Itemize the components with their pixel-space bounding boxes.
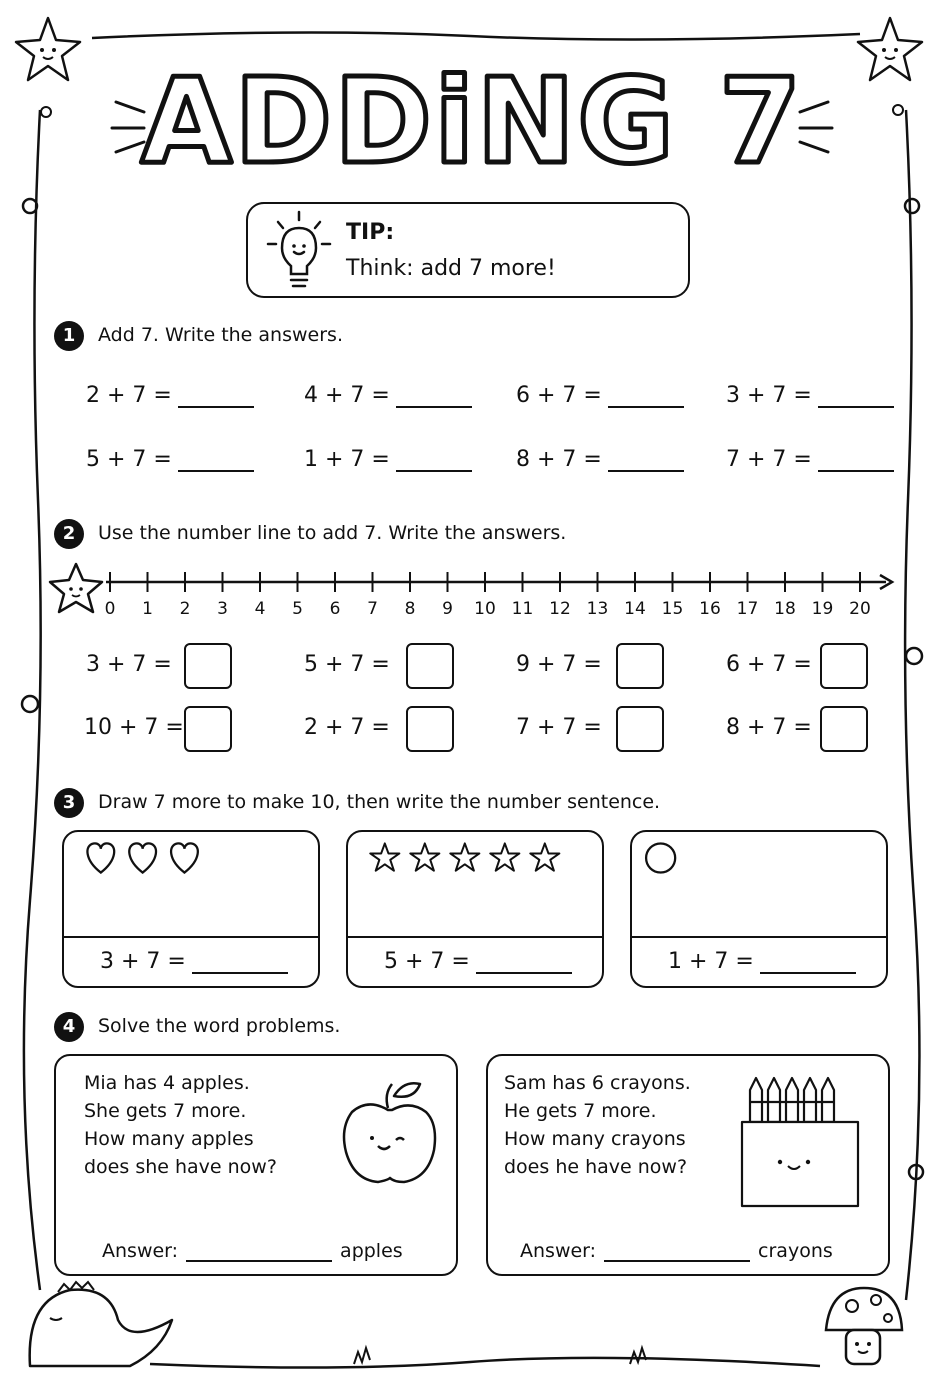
answer-blank[interactable]	[396, 446, 472, 472]
tip-text: Think: add 7 more!	[346, 256, 556, 281]
addition-problem: 10 + 7 =	[84, 715, 184, 740]
section-title: Add 7. Write the answers.	[98, 324, 343, 346]
tip-box	[246, 202, 690, 298]
answer-blank[interactable]	[476, 948, 572, 974]
number-sentence: 1 + 7 =	[668, 948, 856, 974]
word-problem-card	[486, 1054, 890, 1276]
number-line-label: 5	[292, 599, 303, 619]
draw-card[interactable]	[346, 830, 604, 988]
number-line-label: 15	[661, 599, 684, 619]
answer-box[interactable]	[616, 706, 664, 752]
problem-text: does she have now?	[84, 1156, 277, 1178]
number-line-label: 4	[254, 599, 266, 619]
section-title: Solve the word problems.	[98, 1015, 341, 1037]
number-line-label: 0	[104, 599, 116, 619]
draw-card[interactable]	[62, 830, 320, 988]
answer-blank[interactable]	[396, 382, 472, 408]
answer-blank[interactable]	[178, 382, 254, 408]
addition-problem: 2 + 7 =	[304, 715, 390, 740]
addition-problem: 4 + 7 =	[304, 382, 472, 408]
addition-problem: 8 + 7 =	[516, 446, 684, 472]
answer-box[interactable]	[616, 643, 664, 689]
number-line-label: 16	[699, 599, 721, 619]
number-line-label: 1	[142, 599, 153, 619]
section-title: Draw 7 more to make 10, then write the number sentence.	[98, 791, 661, 813]
addition-problem: 6 + 7 =	[516, 382, 684, 408]
answer-box[interactable]	[184, 643, 232, 689]
number-line-label: 2	[179, 599, 191, 619]
crayon-box-icon	[738, 1074, 864, 1210]
addition-problem: 2 + 7 =	[86, 382, 254, 408]
addition-problem: 7 + 7 =	[516, 715, 602, 740]
problem-text: She gets 7 more.	[84, 1100, 247, 1122]
answer-blank[interactable]	[818, 382, 894, 408]
addition-problem: 1 + 7 =	[304, 446, 472, 472]
worksheet-title	[100, 50, 844, 190]
section-number: 1	[54, 321, 84, 351]
answer-box[interactable]	[820, 706, 868, 752]
addition-problem: 5 + 7 =	[86, 446, 254, 472]
addition-problem: 5 + 7 =	[304, 652, 390, 677]
addition-problem: 3 + 7 =	[726, 382, 894, 408]
number-line-label: 11	[511, 599, 534, 619]
number-line-label: 6	[329, 599, 341, 619]
number-line-label: 12	[549, 599, 571, 619]
section-number: 4	[54, 1012, 84, 1042]
problem-text: How many apples	[84, 1128, 254, 1150]
answer-blank[interactable]	[608, 382, 684, 408]
star-face-icon	[50, 564, 102, 612]
tip-label: TIP:	[346, 220, 395, 245]
star-icon	[358, 838, 588, 878]
dinosaur-icon	[30, 1282, 172, 1366]
problem-text: Sam has 6 crayons.	[504, 1072, 691, 1094]
addition-problem: 9 + 7 =	[516, 652, 602, 677]
addition-problem: 8 + 7 =	[726, 715, 812, 740]
number-line-label: 10	[474, 599, 496, 619]
section-number: 3	[54, 788, 84, 818]
number-line-label: 17	[736, 599, 759, 619]
title-text: ADDiNG 7	[140, 52, 804, 190]
corner-star-icon	[858, 18, 922, 80]
answer-box[interactable]	[184, 706, 232, 752]
problem-text: He gets 7 more.	[504, 1100, 657, 1122]
problem-text: does he have now?	[504, 1156, 688, 1178]
corner-star-icon	[16, 18, 80, 80]
answer-blank[interactable]	[178, 446, 254, 472]
word-problem-card	[54, 1054, 458, 1276]
answer-box[interactable]	[820, 643, 868, 689]
addition-problem: 6 + 7 =	[726, 652, 812, 677]
number-line-label: 19	[811, 599, 834, 619]
answer-blank[interactable]	[186, 1240, 332, 1262]
lightbulb-icon	[264, 208, 334, 298]
number-line-label: 20	[849, 599, 871, 619]
circle-icon	[642, 838, 692, 878]
mushroom-icon	[826, 1288, 902, 1364]
answer-blank[interactable]	[760, 948, 856, 974]
problem-text: How many crayons	[504, 1128, 686, 1150]
section-title: Use the number line to add 7. Write the answers.	[98, 522, 567, 544]
number-sentence: 5 + 7 =	[384, 948, 572, 974]
number-line	[48, 560, 898, 624]
answer-blank[interactable]	[192, 948, 288, 974]
number-line-label: 8	[404, 599, 416, 619]
answer-blank[interactable]	[604, 1240, 750, 1262]
number-line-label: 18	[774, 599, 796, 619]
apple-icon	[338, 1076, 442, 1190]
heart-icon	[74, 838, 224, 878]
answer-row: Answer: crayons	[520, 1240, 833, 1262]
number-line-label: 7	[367, 599, 378, 619]
draw-card[interactable]	[630, 830, 888, 988]
problem-text: Mia has 4 apples.	[84, 1072, 250, 1094]
section-number: 2	[54, 519, 84, 549]
answer-row: Answer: apples	[102, 1240, 403, 1262]
answer-blank[interactable]	[818, 446, 894, 472]
addition-problem: 7 + 7 =	[726, 446, 894, 472]
answer-box[interactable]	[406, 706, 454, 752]
number-line-label: 9	[442, 599, 453, 619]
answer-box[interactable]	[406, 643, 454, 689]
number-sentence: 3 + 7 =	[100, 948, 288, 974]
answer-blank[interactable]	[608, 446, 684, 472]
number-line-label: 3	[217, 599, 228, 619]
number-line-label: 14	[624, 599, 646, 619]
number-line-label: 13	[586, 599, 609, 619]
addition-problem: 3 + 7 =	[86, 652, 172, 677]
